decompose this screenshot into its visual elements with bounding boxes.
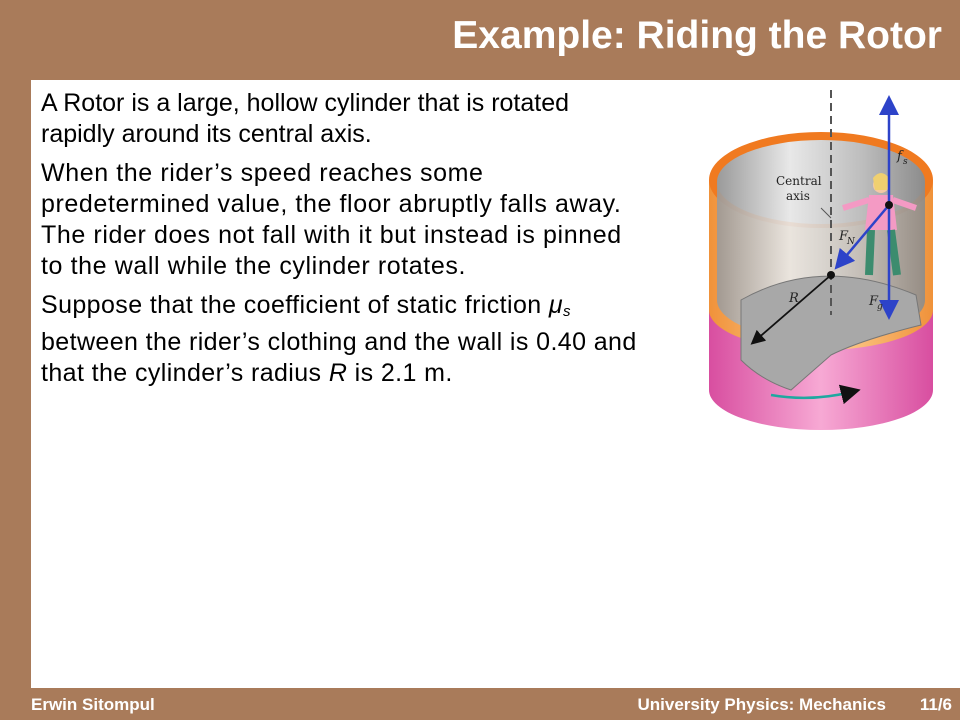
paragraph-3-part1: Suppose that the coefficient of static friction xyxy=(41,291,549,319)
radius-label: R xyxy=(789,291,799,306)
footer xyxy=(0,692,960,720)
gravity-label: F xyxy=(869,294,879,309)
central-axis-label-2: axis xyxy=(786,189,810,203)
central-axis-label-1: Central xyxy=(776,174,822,188)
paragraph-1: A Rotor is a large, hollow cylinder that is rotated rapidly around its central axis. xyxy=(41,89,570,148)
paragraph-3 xyxy=(41,290,641,389)
paragraph-3-part3: is 2.1 m. xyxy=(347,359,453,387)
mu-symbol: μ xyxy=(548,291,564,319)
friction-subscript: s xyxy=(903,157,908,167)
paragraph-3-part2: between the rider’s clothing and the wall is 0.40 and that the cylinder’s radius xyxy=(41,328,637,387)
footer-course: University Physics: Mechanics xyxy=(637,695,886,714)
paragraph-2: When the rider’s speed reaches some predetermined value, the floor abruptly falls away. The rider does not fall with it but instead is pinned to the wall while the cylinder rotates. xyxy=(41,159,622,280)
mu-subscript: s xyxy=(563,303,571,320)
body-text xyxy=(41,88,641,397)
footer-page-number: 11/6 xyxy=(919,695,952,714)
radius-symbol: R xyxy=(328,359,348,387)
gravity-subscript: g xyxy=(877,302,883,312)
footer-author: Erwin Sitompul xyxy=(31,695,155,714)
content-panel xyxy=(31,80,960,688)
slide-title: Example: Riding the Rotor xyxy=(452,14,942,57)
normal-subscript: N xyxy=(847,237,855,247)
normal-label: F xyxy=(839,229,849,244)
rotor-illustration xyxy=(671,90,941,440)
friction-label: f xyxy=(897,149,902,164)
